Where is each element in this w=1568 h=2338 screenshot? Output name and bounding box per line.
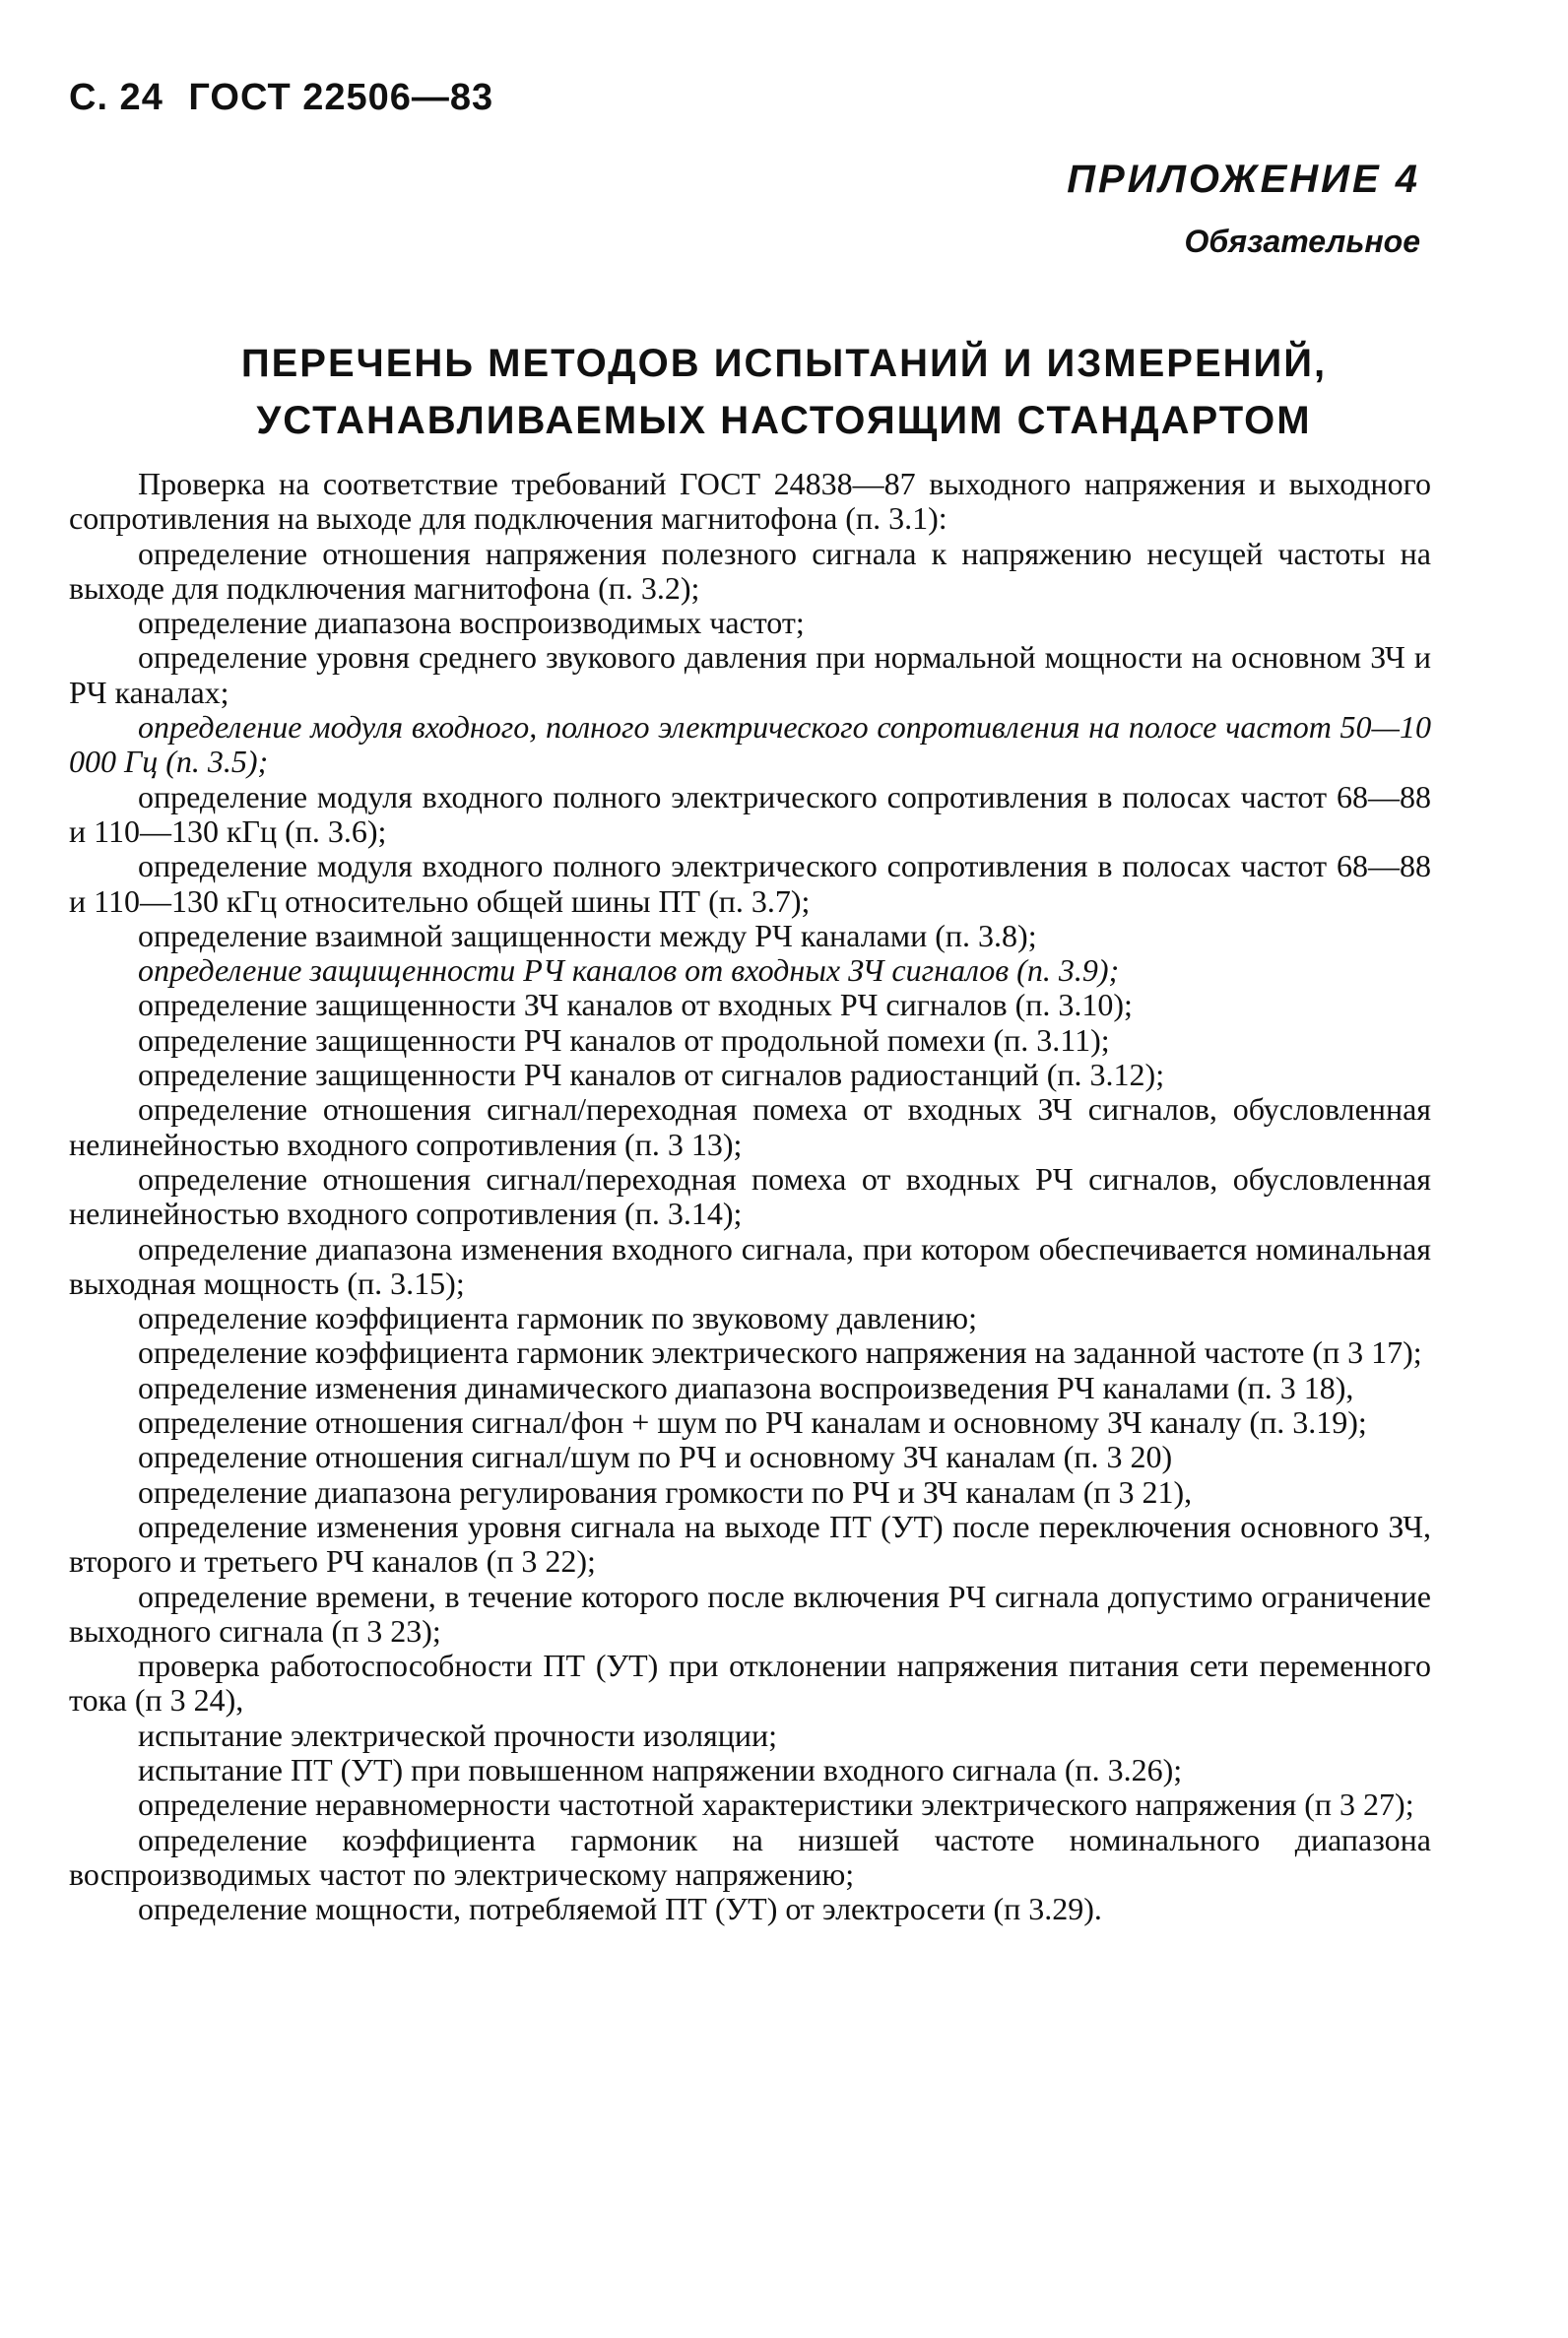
document-title [0, 335, 1568, 449]
list-item: определение модуля входного полного электрического сопротивления в полосах частот 68—88 и 110—130 кГц относительно общей шины ПТ (п. 3.7); [69, 848, 1431, 919]
list-item: определение модуля входного полного электрического сопротивления в полосах частот 68—88 и 110—130 кГц (п. 3.6); [69, 778, 1431, 849]
list-item: определение неравномерности частотной характеристики электрического напряжения (п 3 27); [138, 1786, 1414, 1823]
list-item: определение изменения уровня сигнала на выходе ПТ (УТ) после переключения основного ЗЧ, второго и третьего РЧ каналов (п 3 22); [69, 1508, 1431, 1580]
methods-list [69, 467, 1431, 1926]
appendix-status: Обязательное [1184, 224, 1420, 259]
list-item: определение защищенности РЧ каналов от сигналов радиостанций (п. 3.12); [138, 1057, 1165, 1093]
list-item: определение мощности, потребляемой ПТ (УТ) от электросети (п 3.29). [138, 1891, 1102, 1927]
list-item: испытание ПТ (УТ) при повышенном напряжении входного сигнала (п. 3.26); [138, 1751, 1183, 1787]
list-item: определение диапазона воспроизводимых частот; [138, 605, 805, 641]
list-item: определение модуля входного, полного электрического сопротивления на полосе частот 50—10 000 Гц (п. 3.5); [69, 709, 1431, 780]
standard-designation: ГОСТ 22506—83 [188, 77, 494, 118]
list-item: определение диапазона изменения входного сигнала, при котором обеспечивается номинальная выходная мощность (п. 3.15); [69, 1230, 1431, 1301]
list-item: определение отношения сигнал/шум по РЧ и основному ЗЧ каналам (п. 3 20) [138, 1439, 1173, 1475]
list-item: определение защищенности ЗЧ каналов от входных РЧ сигналов (п. 3.10); [138, 987, 1133, 1023]
list-item: определение отношения напряжения полезного сигнала к напряжению несущей частоты на выходе для подключения магнитофона (п. 3.2); [69, 535, 1431, 606]
list-item: определение коэффициента гармоник электрического напряжения на заданной частоте (п 3 17); [138, 1334, 1422, 1371]
appendix-block [1067, 158, 1420, 260]
list-item: определение защищенности РЧ каналов от входных ЗЧ сигналов (п. 3.9); [138, 952, 1120, 989]
list-item: определение коэффициента гармоник на низшей частоте номинального диапазона воспроизводимых частот по электрическому напряжению; [69, 1821, 1431, 1892]
intro-paragraph: Проверка на соответствие требований ГОСТ 24838—87 выходного напряжения и выходного сопротивления на выходе для подключения магнитофона (п. 3.1): [69, 466, 1431, 537]
page-header [69, 77, 507, 119]
list-item: определение времени, в течение которого после включения РЧ сигнала допустимо ограничение выходного сигнала (п 3 23); [69, 1578, 1431, 1649]
list-item: определение защищенности РЧ каналов от продольной помехи (п. 3.11); [138, 1021, 1110, 1058]
list-item: испытание электрической прочности изоляции; [138, 1717, 778, 1753]
list-item: определение отношения сигнал/фон + шум по РЧ каналам и основному ЗЧ каналу (п. 3.19); [138, 1404, 1367, 1441]
list-item: определение отношения сигнал/переходная помеха от входных РЧ сигналов, обусловленная нелинейностью входного сопротивления (п. 3.14); [69, 1160, 1431, 1232]
title-line-2: УСТАНАВЛИВАЕМЫХ НАСТОЯЩИМ СТАНДАРТОМ [256, 399, 1312, 442]
list-item: определение диапазона регулирования громкости по РЧ и ЗЧ каналам (п 3 21), [138, 1473, 1193, 1510]
list-item: определение взаимной защищенности между РЧ каналами (п. 3.8); [138, 917, 1037, 953]
list-item: определение коэффициента гармоник по звуковому давлению; [138, 1300, 977, 1336]
page-number: С. 24 [69, 77, 163, 118]
title-line-1: ПЕРЕЧЕНЬ МЕТОДОВ ИСПЫТАНИЙ И ИЗМЕРЕНИЙ, [240, 342, 1328, 385]
list-item: проверка работоспособности ПТ (УТ) при отклонении напряжения питания сети переменного тока (п 3 24), [69, 1648, 1431, 1719]
appendix-label: ПРИЛОЖЕНИЕ 4 [1067, 158, 1420, 201]
list-item: определение уровня среднего звукового давления при нормальной мощности на основном ЗЧ и РЧ каналах; [69, 639, 1431, 710]
list-item: определение изменения динамического диапазона воспроизведения РЧ каналами (п. 3 18), [138, 1369, 1354, 1405]
list-item: определение отношения сигнал/переходная помеха от входных ЗЧ сигналов, обусловленная нелинейностью входного сопротивления (п. 3 13); [69, 1091, 1431, 1162]
